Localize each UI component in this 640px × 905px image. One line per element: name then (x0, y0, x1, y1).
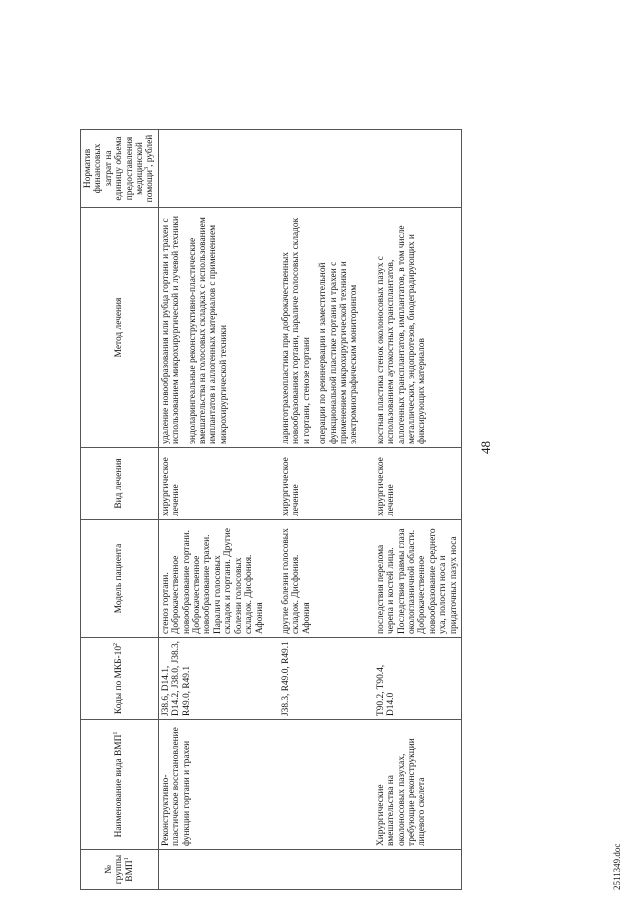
method-paragraph: ларинготрахеопластика при доброкачественных новообразованиях гортани, параличе голосовых складок и гортани, стенозе гортани (280, 217, 312, 444)
cell-group-number (362, 850, 462, 890)
header-vmp-name: Наименование вида ВМП$^1$ (81, 720, 159, 850)
cell-treatment-method: костная пластика стенок околоносовых пазух с использованием аутокостных трансплантатов, аллогенных трансплантатов, имплантатов, в том числе металлических, эндопротезов, биодеградирующих и фиксирующих материалов (362, 208, 462, 448)
cell-vmp-name (267, 720, 362, 850)
cell-financial-norm (158, 130, 267, 208)
file-footer: 2511349.doc (612, 843, 622, 890)
vmp-table (80, 129, 462, 890)
cell-icd-codes: T90.2, T90.4, D14.0 (362, 638, 462, 720)
method-paragraph: удаление новообразования или рубца гортани и трахеи с использованием микрохирургической и лучевой техники (160, 216, 182, 444)
page-number: 48 (478, 441, 493, 454)
cell-group-number (267, 850, 362, 890)
table-row (362, 130, 462, 890)
rotated-table-container (80, 130, 630, 890)
cell-vmp-name: Хирургические вмешательства на околоносовых пазухах, требующие реконструкции лицевого скелета (362, 720, 462, 850)
header-financial-norm: Норматив финансовых затрат на единицу объема предоставления медицинской помощи$^3$, рублей (81, 130, 159, 208)
cell-financial-norm (362, 130, 462, 208)
cell-treatment-type: хирургическое лечение (362, 448, 462, 520)
cell-treatment-method (158, 208, 267, 448)
cell-patient-model: другие болезни голосовых складок. Дисфония. Афония (267, 520, 362, 638)
table-header-row (81, 130, 159, 890)
cell-icd-codes: J38.3, R49.0, R49.1 (267, 638, 362, 720)
method-paragraph: эндоларингеальные реконструктивно-пластические вмешательства на голосовых складках с использованием имплантатов и аллогенных материалов с применением микрохирургической техники (187, 217, 229, 444)
cell-icd-codes: J38.6, D14.1, D14.2, J38.0, J38.3, R49.0, R49.1 (158, 638, 267, 720)
cell-vmp-name: Реконструктивно-пластическое восстановление функции гортани и трахеи (158, 720, 267, 850)
header-treatment-method: Метод лечения (81, 208, 159, 448)
table-row (158, 130, 267, 890)
cell-group-number (158, 850, 267, 890)
cell-financial-norm (267, 130, 362, 208)
header-icd-codes: Коды по МКБ-$10^2$ (81, 638, 159, 720)
cell-patient-model: стеноз гортани. Доброкачественное новообразование гортани. Доброкачественное новообразование трахеи. Паралич голосовых складок и гортани. Другие болезни голосовых складок. Дисфония. Афония (158, 520, 267, 638)
cell-treatment-type: хирургическое лечение (158, 448, 267, 520)
cell-treatment-method (267, 208, 362, 448)
table-row (267, 130, 362, 890)
method-paragraph: операции по реиннервации и заместительной функциональной пластике гортани и трахеи с применением микрохирургической техники и электромиографическим мониторингом (318, 261, 360, 444)
cell-patient-model: последствия перелома черепа и костей лица. Последствия травмы глаза окологлазничной области. Доброкачественное новообразование среднего уха, полости носа и придаточных пазух носа (362, 520, 462, 638)
cell-treatment-type: хирургическое лечение (267, 448, 362, 520)
header-treatment-type: Вид лечения (81, 448, 159, 520)
header-group-number: № группы ВМП$^1$ (81, 850, 159, 890)
header-patient-model: Модель пациента (81, 520, 159, 638)
